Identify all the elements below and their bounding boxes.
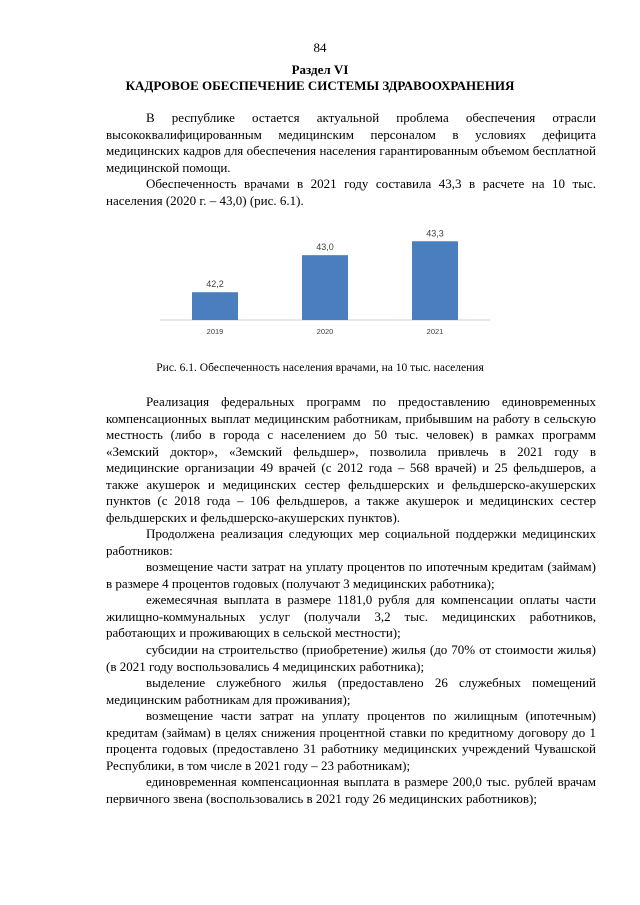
data-label-2021: 43,3 <box>426 228 444 239</box>
x-tick-label-2019: 2019 <box>206 327 224 336</box>
bar-2020 <box>302 255 348 320</box>
x-tick-label-2020: 2020 <box>316 327 334 336</box>
paragraph-support-measures: Продолжена реализация следующих мер социальной поддержки медицинских работников: <box>106 526 596 558</box>
paragraph-service-housing: выделение служебного жилья (предоставлено 26 служебных помещений медицинским работникам для проживания); <box>106 675 596 707</box>
paragraph-mortgage-interest: возмещение части затрат на уплату процентов по жилищным (ипотечным) кредитам (займам) в целях снижения процентной ставки по кредитному договору до 1 процента годовых (предоставлено 31 работнику медицинских учреждений Чувашской Республики, в том числе в 2021 году – 23 работникам); <box>106 708 596 773</box>
paragraph-lump-sum-payment: единовременная компенсационная выплата в размере 200,0 тыс. рублей врачам первичного звена (воспользовались в 2021 году 26 медицинских работников); <box>106 774 596 806</box>
paragraph-housing-subsidy: субсидии на строительство (приобретение) жилья (до 70% от стоимости жилья) (в 2021 году воспользовались 4 медицинских работника); <box>106 642 596 674</box>
section-title: КАДРОВОЕ ОБЕСПЕЧЕНИЕ СИСТЕМЫ ЗДРАВООХРАНЕНИЯ <box>125 78 515 93</box>
paragraph-monthly-payment: ежемесячная выплата в размере 1181,0 рубля для компенсации оплаты части жилищно-коммунальных услуг (получали 3,2 тыс. медицинских работников, работающих и проживающих в сельской местности); <box>106 592 596 640</box>
figure-caption: Рис. 6.1. Обеспеченность населения врачами, на 10 тыс. населения <box>156 362 484 374</box>
x-tick-label-2021: 2021 <box>426 327 444 336</box>
bar-2021 <box>412 241 458 320</box>
paragraph-mortgage-compensation: возмещение части затрат на уплату процентов по ипотечным кредитам (займам) в размере 4 процентов годовых (получают 3 медицинских работника); <box>106 559 596 591</box>
data-label-2019: 42,2 <box>206 279 224 290</box>
doctor-coverage-chart <box>160 224 490 344</box>
section-label: Раздел VI <box>291 62 349 77</box>
paragraph-doctor-coverage: Обеспеченность врачами в 2021 году составила 43,3 в расчете на 10 тыс. населения (2020 г. – 43,0) (рис. 6.1). <box>106 176 596 208</box>
data-label-2020: 43,0 <box>316 242 334 253</box>
paragraph-federal-programs: Реализация федеральных программ по предоставлению единовременных компенсационных выплат медицинским работникам, прибывшим на работу в сельскую местность (либо в города с населением до 50 тыс. человек) в рамках программ «Земский доктор», «Земский фельдшер», позволила привлечь в 2021 году в медицинские организации 49 врачей (с 2012 года – 568 врачей) и 25 фельдшеров, а также акушерок и медицинских сестер фельдшерских и фельдшерско-акушерских пунктов (с 2018 года – 106 фельдшеров, а также акушерок и медицинских сестер фельдшерских и фельдшерско-акушерских пунктов). <box>106 394 596 525</box>
paragraph-intro: В республике остается актуальной проблема обеспечения отрасли высококвалифицированным медицинским персоналом в условиях дефицита медицинских кадров для обеспечения населения гарантированным объемом бесплатной медицинской помощи. <box>106 110 596 175</box>
page-number: 84 <box>313 40 327 55</box>
bar-2019 <box>192 292 238 320</box>
